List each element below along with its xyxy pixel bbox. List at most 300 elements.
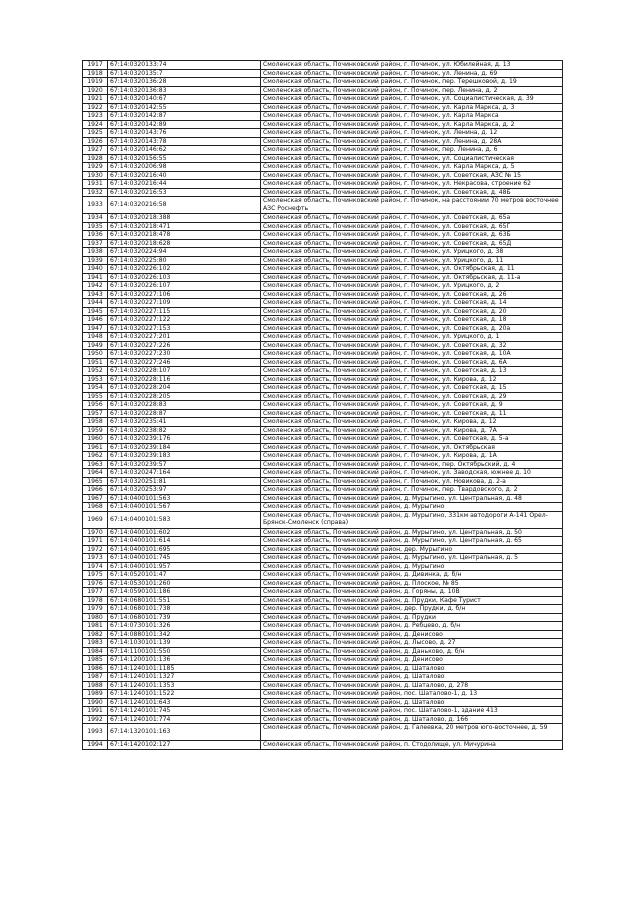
- row-number-cell: 1982: [83, 630, 108, 639]
- address-cell: Смоленская область, Починковский район, г. Починок, пер. Октябрьский, д. 4: [261, 460, 563, 469]
- cadastral-number-cell: 67:14:0680101:738: [108, 605, 261, 614]
- table-row: [83, 358, 563, 367]
- cadastral-number-cell: 67:14:0320239:183: [108, 452, 261, 461]
- cadastral-number-cell: 67:14:0320206:98: [108, 163, 261, 172]
- table-row: [83, 163, 563, 172]
- row-number-cell: 1951: [83, 358, 108, 367]
- cadastral-number-cell: 67:14:1240101:1522: [108, 690, 261, 699]
- table-row: [83, 443, 563, 452]
- address-cell: Смоленская область, Починковский район, г. Починок, ул. Ленина, д. 69: [261, 69, 563, 78]
- cadastral-number-cell: 67:14:0320216:40: [108, 171, 261, 180]
- cadastral-number-cell: 67:14:0320253:97: [108, 486, 261, 495]
- table-row: [83, 426, 563, 435]
- address-cell: Смоленская область, Починковский район, д. Шаталово: [261, 698, 563, 707]
- row-number-cell: 1947: [83, 324, 108, 333]
- address-cell: Смоленская область, Починковский район, д. Мурыгино, ул. Центральная, д. 48: [261, 494, 563, 503]
- cadastral-number-cell: 67:14:0400101:567: [108, 503, 261, 512]
- address-cell: Смоленская область, Починковский район, д. Мурыгино, ул. Центральная, д. 5: [261, 554, 563, 563]
- row-number-cell: 1926: [83, 137, 108, 146]
- row-number-cell: 1956: [83, 401, 108, 410]
- address-cell: Смоленская область, Починковский район, г. Починок, ул. Кирова, д. 12: [261, 375, 563, 384]
- address-cell: Смоленская область, Починковский район, г. Починок, пер. Ленина, д. 2: [261, 86, 563, 95]
- table-row: [83, 571, 563, 580]
- address-cell: Смоленская область, Починковский район, г. Починок, на расстоянии 70 метров восточнее АЗС Роснефть: [261, 197, 563, 214]
- row-number-cell: 1989: [83, 690, 108, 699]
- cadastral-number-cell: 67:14:0320218:388: [108, 214, 261, 223]
- table-row: [83, 180, 563, 189]
- address-cell: Смоленская область, Починковский район, д. Ребцево, д. б/н: [261, 622, 563, 631]
- address-cell: Смоленская область, Починковский район, пос. Шаталово-1, здание 413: [261, 707, 563, 716]
- row-number-cell: 1931: [83, 180, 108, 189]
- row-number-cell: 1975: [83, 571, 108, 580]
- table-row: [83, 316, 563, 325]
- table-row: [83, 503, 563, 512]
- row-number-cell: 1980: [83, 613, 108, 622]
- address-cell: Смоленская область, Починковский район, г. Починок, ул. Урицкого, д. 11: [261, 256, 563, 265]
- cadastral-number-cell: 67:14:0320228:205: [108, 392, 261, 401]
- row-number-cell: 1928: [83, 154, 108, 163]
- table-row: [83, 690, 563, 699]
- address-cell: Смоленская область, Починковский район, г. Починок, ул. Социалистическая, д. 39: [261, 95, 563, 104]
- register-body: [83, 61, 563, 750]
- table-row: [83, 95, 563, 104]
- table-row: [83, 188, 563, 197]
- table-row: [83, 112, 563, 121]
- address-cell: Смоленская область, Починковский район, д. Шаталово, д. 166: [261, 715, 563, 724]
- cadastral-number-cell: 67:14:0320225:80: [108, 256, 261, 265]
- cadastral-number-cell: 67:14:0530101:260: [108, 579, 261, 588]
- table-row: [83, 545, 563, 554]
- table-row: [83, 724, 563, 741]
- address-cell: Смоленская область, Починковский район, г. Починок, ул. Советская, д. 29: [261, 392, 563, 401]
- row-number-cell: 1987: [83, 673, 108, 682]
- table-row: [83, 222, 563, 231]
- table-row: [83, 528, 563, 537]
- table-row: [83, 69, 563, 78]
- row-number-cell: 1981: [83, 622, 108, 631]
- address-cell: Смоленская область, Починковский район, д. Прудки: [261, 613, 563, 622]
- row-number-cell: 1965: [83, 477, 108, 486]
- address-cell: Смоленская область, Починковский район, г. Починок, ул. Советская, д. 18: [261, 316, 563, 325]
- table-row: [83, 673, 563, 682]
- address-cell: Смоленская область, Починковский район, г. Починок, ул. Советская, д. 26: [261, 290, 563, 299]
- table-row: [83, 647, 563, 656]
- address-cell: Смоленская область, Починковский район, г. Починок, ул. Кирова, д. 12: [261, 418, 563, 427]
- table-row: [83, 197, 563, 214]
- cadastral-number-cell: 67:14:1240101:643: [108, 698, 261, 707]
- cadastral-number-cell: 67:14:1240101:1185: [108, 664, 261, 673]
- table-row: [83, 256, 563, 265]
- row-number-cell: 1941: [83, 273, 108, 282]
- row-number-cell: 1918: [83, 69, 108, 78]
- row-number-cell: 1973: [83, 554, 108, 563]
- cadastral-number-cell: 67:14:0730101:326: [108, 622, 261, 631]
- cadastral-number-cell: 67:14:0320226:107: [108, 282, 261, 291]
- table-row: [83, 460, 563, 469]
- row-number-cell: 1927: [83, 146, 108, 155]
- address-cell: Смоленская область, Починковский район, г. Починок, ул. Новикова, д. 2-а: [261, 477, 563, 486]
- row-number-cell: 1984: [83, 647, 108, 656]
- cadastral-number-cell: 67:14:0320216:53: [108, 188, 261, 197]
- cadastral-number-cell: 67:14:0320227:115: [108, 307, 261, 316]
- cadastral-number-cell: 67:14:0320133:74: [108, 61, 261, 70]
- address-cell: Смоленская область, Починковский район, г. Починок, ул. Советская, д. 20а: [261, 324, 563, 333]
- row-number-cell: 1922: [83, 103, 108, 112]
- row-number-cell: 1930: [83, 171, 108, 180]
- row-number-cell: 1921: [83, 95, 108, 104]
- row-number-cell: 1940: [83, 265, 108, 274]
- table-row: [83, 384, 563, 393]
- row-number-cell: 1943: [83, 290, 108, 299]
- address-cell: Смоленская область, Починковский район, г. Починок, пер. Ленина, д. 6: [261, 146, 563, 155]
- cadastral-number-cell: 67:14:0400101:614: [108, 537, 261, 546]
- row-number-cell: 1946: [83, 316, 108, 325]
- row-number-cell: 1957: [83, 409, 108, 418]
- table-row: [83, 265, 563, 274]
- table-row: [83, 554, 563, 563]
- address-cell: Смоленская область, Починковский район, д. Галеевка, 20 метров юго-восточнее, д. 59: [261, 724, 563, 741]
- address-cell: Смоленская область, Починковский район, пос. Шаталово-1, д. 13: [261, 690, 563, 699]
- table-row: [83, 477, 563, 486]
- cadastral-number-cell: 67:14:1030101:139: [108, 639, 261, 648]
- cadastral-number-cell: 67:14:0320218:478: [108, 231, 261, 240]
- cadastral-number-cell: 67:14:0320228:87: [108, 409, 261, 418]
- cadastral-number-cell: 67:14:0320142:55: [108, 103, 261, 112]
- table-row: [83, 231, 563, 240]
- table-row: [83, 452, 563, 461]
- address-cell: Смоленская область, Починковский район, г. Починок, ул. Заводская, южнее д. 10: [261, 469, 563, 478]
- address-cell: Смоленская область, Починковский район, г. Починок, ул. Кирова, д. 1А: [261, 452, 563, 461]
- address-cell: Смоленская область, Починковский район, г. Починок, ул. Советская, д. 5-а: [261, 435, 563, 444]
- property-register-table: [82, 60, 563, 750]
- table-row: [83, 656, 563, 665]
- table-row: [83, 299, 563, 308]
- cadastral-number-cell: 67:14:0320136:83: [108, 86, 261, 95]
- cadastral-number-cell: 67:14:0320228:204: [108, 384, 261, 393]
- row-number-cell: 1971: [83, 537, 108, 546]
- table-row: [83, 486, 563, 495]
- cadastral-number-cell: 67:14:0880101:342: [108, 630, 261, 639]
- cadastral-number-cell: 67:14:1240101:1327: [108, 673, 261, 682]
- table-row: [83, 341, 563, 350]
- row-number-cell: 1962: [83, 452, 108, 461]
- row-number-cell: 1985: [83, 656, 108, 665]
- row-number-cell: 1990: [83, 698, 108, 707]
- cadastral-number-cell: 67:14:0320136:28: [108, 78, 261, 87]
- row-number-cell: 1939: [83, 256, 108, 265]
- cadastral-number-cell: 67:14:1320101:163: [108, 724, 261, 741]
- cadastral-number-cell: 67:14:1200101:136: [108, 656, 261, 665]
- row-number-cell: 1986: [83, 664, 108, 673]
- address-cell: Смоленская область, Починковский район, д. Мурыгино, ул. Центральная, д. 50: [261, 528, 563, 537]
- row-number-cell: 1964: [83, 469, 108, 478]
- address-cell: Смоленская область, Починковский район, г. Починок, ул. Октябрьская: [261, 443, 563, 452]
- address-cell: Смоленская область, Починковский район, г. Починок, ул. Социалистическая: [261, 154, 563, 163]
- address-cell: Смоленская область, Починковский район, г. Починок, ул. Некрасова, строение 62: [261, 180, 563, 189]
- address-cell: Смоленская область, Починковский район, д. Денисово: [261, 630, 563, 639]
- row-number-cell: 1978: [83, 596, 108, 605]
- table-row: [83, 307, 563, 316]
- row-number-cell: 1979: [83, 605, 108, 614]
- row-number-cell: 1929: [83, 163, 108, 172]
- address-cell: Смоленская область, Починковский район, г. Починок, ул. Кирова, д. 7А: [261, 426, 563, 435]
- cadastral-number-cell: 67:14:1420102:127: [108, 741, 261, 750]
- cadastral-number-cell: 67:14:0400101:957: [108, 562, 261, 571]
- table-row: [83, 409, 563, 418]
- row-number-cell: 1960: [83, 435, 108, 444]
- address-cell: Смоленская область, Починковский район, г. Починок, ул. Советская, д. 15: [261, 384, 563, 393]
- cadastral-number-cell: 67:14:0320239:176: [108, 435, 261, 444]
- cadastral-number-cell: 67:14:0680101:551: [108, 596, 261, 605]
- row-number-cell: 1969: [83, 511, 108, 528]
- address-cell: Смоленская область, Починковский район, дер. Мурыгино: [261, 545, 563, 554]
- address-cell: Смоленская область, Починковский район, г. Починок, ул. Советская, д. 65Д: [261, 239, 563, 248]
- row-number-cell: 1993: [83, 724, 108, 741]
- cadastral-number-cell: 67:14:0400101:602: [108, 528, 261, 537]
- table-row: [83, 367, 563, 376]
- row-number-cell: 1938: [83, 248, 108, 257]
- cadastral-number-cell: 67:14:0320227:226: [108, 341, 261, 350]
- address-cell: Смоленская область, Починковский район, п. Стодолище, ул. Мичурина: [261, 741, 563, 750]
- table-row: [83, 622, 563, 631]
- cadastral-number-cell: 67:14:0320228:107: [108, 367, 261, 376]
- address-cell: Смоленская область, Починковский район, г. Починок, ул. Октябрьская, д. 11: [261, 265, 563, 274]
- row-number-cell: 1923: [83, 112, 108, 121]
- address-cell: Смоленская область, Починковский район, г. Починок, ул. Юбилейная, д. 13: [261, 61, 563, 70]
- table-row: [83, 248, 563, 257]
- address-cell: Смоленская область, Починковский район, д. Дивинка, д. б/н: [261, 571, 563, 580]
- table-row: [83, 146, 563, 155]
- address-cell: Смоленская область, Починковский район, г. Починок, ул. Октябрьская, д. 11-а: [261, 273, 563, 282]
- cadastral-number-cell: 67:14:0320227:153: [108, 324, 261, 333]
- table-row: [83, 324, 563, 333]
- cadastral-number-cell: 67:14:1240101:774: [108, 715, 261, 724]
- row-number-cell: 1925: [83, 129, 108, 138]
- address-cell: Смоленская область, Починковский район, д. Горяны, д. 10В: [261, 588, 563, 597]
- row-number-cell: 1992: [83, 715, 108, 724]
- row-number-cell: 1976: [83, 579, 108, 588]
- row-number-cell: 1963: [83, 460, 108, 469]
- address-cell: Смоленская область, Починковский район, г. Починок, ул. Карла Маркса, д. 3: [261, 103, 563, 112]
- address-cell: Смоленская область, Починковский район, г. Починок, ул. Ленина, д. 12: [261, 129, 563, 138]
- cadastral-number-cell: 67:14:1240101:745: [108, 707, 261, 716]
- cadastral-number-cell: 67:14:0320239:57: [108, 460, 261, 469]
- table-row: [83, 350, 563, 359]
- cadastral-number-cell: 67:14:0590101:186: [108, 588, 261, 597]
- row-number-cell: 1974: [83, 562, 108, 571]
- table-row: [83, 137, 563, 146]
- cadastral-number-cell: 67:14:0320227:246: [108, 358, 261, 367]
- row-number-cell: 1932: [83, 188, 108, 197]
- address-cell: Смоленская область, Починковский район, д. Мурыгино: [261, 503, 563, 512]
- row-number-cell: 1953: [83, 375, 108, 384]
- address-cell: Смоленская область, Починковский район, г. Починок, ул. Советская, д. 6А: [261, 358, 563, 367]
- row-number-cell: 1944: [83, 299, 108, 308]
- table-row: [83, 61, 563, 70]
- table-row: [83, 588, 563, 597]
- row-number-cell: 1983: [83, 639, 108, 648]
- address-cell: Смоленская область, Починковский район, г. Починок, пер. Твардовского, д. 2: [261, 486, 563, 495]
- document-page: [82, 60, 562, 750]
- table-row: [83, 239, 563, 248]
- cadastral-number-cell: 67:14:0320238:82: [108, 426, 261, 435]
- cadastral-number-cell: 67:14:0320218:628: [108, 239, 261, 248]
- table-row: [83, 418, 563, 427]
- table-row: [83, 741, 563, 750]
- row-number-cell: 1988: [83, 681, 108, 690]
- address-cell: Смоленская область, Починковский район, г. Починок, ул. Урицкого, д. 1: [261, 333, 563, 342]
- cadastral-number-cell: 67:14:0320228:83: [108, 401, 261, 410]
- row-number-cell: 1994: [83, 741, 108, 750]
- cadastral-number-cell: 67:14:1240101:1353: [108, 681, 261, 690]
- cadastral-number-cell: 67:14:0320216:44: [108, 180, 261, 189]
- row-number-cell: 1968: [83, 503, 108, 512]
- cadastral-number-cell: 67:14:0320226:103: [108, 273, 261, 282]
- address-cell: Смоленская область, Починковский район, д. Плоское, № 85: [261, 579, 563, 588]
- cadastral-number-cell: 67:14:0320235:41: [108, 418, 261, 427]
- address-cell: Смоленская область, Починковский район, д. Денисово: [261, 656, 563, 665]
- row-number-cell: 1942: [83, 282, 108, 291]
- table-row: [83, 639, 563, 648]
- table-row: [83, 103, 563, 112]
- address-cell: Смоленская область, Починковский район, г. Починок, ул. Советская, д. 48Б: [261, 188, 563, 197]
- row-number-cell: 1970: [83, 528, 108, 537]
- table-row: [83, 707, 563, 716]
- cadastral-number-cell: 67:14:0320227:106: [108, 290, 261, 299]
- table-row: [83, 630, 563, 639]
- address-cell: Смоленская область, Починковский район, д. Мурыгино: [261, 562, 563, 571]
- table-row: [83, 78, 563, 87]
- row-number-cell: 1961: [83, 443, 108, 452]
- cadastral-number-cell: 67:14:0320226:102: [108, 265, 261, 274]
- cadastral-number-cell: 67:14:0320228:116: [108, 375, 261, 384]
- row-number-cell: 1933: [83, 197, 108, 214]
- address-cell: Смоленская область, Починковский район, г. Починок, ул. Советская, д. 65Г: [261, 222, 563, 231]
- row-number-cell: 1955: [83, 392, 108, 401]
- address-cell: Смоленская область, Починковский район, дер. Прудки, д. б/н: [261, 605, 563, 614]
- cadastral-number-cell: 67:14:0320247:164: [108, 469, 261, 478]
- cadastral-number-cell: 67:14:1100101:550: [108, 647, 261, 656]
- row-number-cell: 1967: [83, 494, 108, 503]
- row-number-cell: 1917: [83, 61, 108, 70]
- table-row: [83, 605, 563, 614]
- address-cell: Смоленская область, Починковский район, г. Починок, ул. Советская, д. 20: [261, 307, 563, 316]
- address-cell: Смоленская область, Починковский район, г. Починок, ул. Карла Маркса, д. 2: [261, 120, 563, 129]
- cadastral-number-cell: 67:14:0320140:67: [108, 95, 261, 104]
- table-row: [83, 333, 563, 342]
- table-row: [83, 273, 563, 282]
- table-row: [83, 562, 563, 571]
- row-number-cell: 1919: [83, 78, 108, 87]
- cadastral-number-cell: 67:14:0320251:81: [108, 477, 261, 486]
- address-cell: Смоленская область, Починковский район, д. Шаталово, д. 278: [261, 681, 563, 690]
- cadastral-number-cell: 67:14:0680101:739: [108, 613, 261, 622]
- cadastral-number-cell: 67:14:0320143:78: [108, 137, 261, 146]
- table-row: [83, 469, 563, 478]
- address-cell: Смоленская область, Починковский район, г. Починок, ул. Советская, д. 13: [261, 367, 563, 376]
- address-cell: Смоленская область, Починковский район, г. Починок, ул. Советская, АЗС № 15: [261, 171, 563, 180]
- table-row: [83, 613, 563, 622]
- address-cell: Смоленская область, Починковский район, д. Шаталово: [261, 664, 563, 673]
- address-cell: Смоленская область, Починковский район, г. Починок, ул. Советская, д. 32: [261, 341, 563, 350]
- address-cell: Смоленская область, Починковский район, д. Мурыгино, ул. Центральная, д. 65: [261, 537, 563, 546]
- row-number-cell: 1954: [83, 384, 108, 393]
- row-number-cell: 1935: [83, 222, 108, 231]
- table-row: [83, 214, 563, 223]
- table-row: [83, 401, 563, 410]
- address-cell: Смоленская область, Починковский район, д. Шаталово: [261, 673, 563, 682]
- row-number-cell: 1972: [83, 545, 108, 554]
- table-row: [83, 282, 563, 291]
- table-row: [83, 494, 563, 503]
- table-row: [83, 129, 563, 138]
- cadastral-number-cell: 67:14:0320135:7: [108, 69, 261, 78]
- address-cell: Смоленская область, Починковский район, г. Починок, ул. Советская, д. 9: [261, 401, 563, 410]
- table-row: [83, 596, 563, 605]
- table-row: [83, 698, 563, 707]
- cadastral-number-cell: 67:14:0320143:76: [108, 129, 261, 138]
- table-row: [83, 435, 563, 444]
- address-cell: Смоленская область, Починковский район, г. Починок, ул. Карла Маркса, д. 5: [261, 163, 563, 172]
- row-number-cell: 1920: [83, 86, 108, 95]
- address-cell: Смоленская область, Починковский район, г. Починок, ул. Ленина, д. 28А: [261, 137, 563, 146]
- row-number-cell: 1991: [83, 707, 108, 716]
- address-cell: Смоленская область, Починковский район, д. Лысово, д. 27: [261, 639, 563, 648]
- cadastral-number-cell: 67:14:0320156:55: [108, 154, 261, 163]
- address-cell: Смоленская область, Починковский район, д. Даньково, д. б/н: [261, 647, 563, 656]
- row-number-cell: 1945: [83, 307, 108, 316]
- cadastral-number-cell: 67:14:0320227:230: [108, 350, 261, 359]
- cadastral-number-cell: 67:14:0520101:47: [108, 571, 261, 580]
- row-number-cell: 1924: [83, 120, 108, 129]
- cadastral-number-cell: 67:14:0320227:109: [108, 299, 261, 308]
- row-number-cell: 1952: [83, 367, 108, 376]
- address-cell: Смоленская область, Починковский район, г. Починок, пер. Терешковой, д. 19: [261, 78, 563, 87]
- address-cell: Смоленская область, Починковский район, г. Починок, ул. Советская, д. 10А: [261, 350, 563, 359]
- cadastral-number-cell: 67:14:0400101:695: [108, 545, 261, 554]
- cadastral-number-cell: 67:14:0320146:62: [108, 146, 261, 155]
- cadastral-number-cell: 67:14:0320142:89: [108, 120, 261, 129]
- table-row: [83, 511, 563, 528]
- row-number-cell: 1936: [83, 231, 108, 240]
- table-row: [83, 290, 563, 299]
- table-row: [83, 392, 563, 401]
- table-row: [83, 171, 563, 180]
- table-row: [83, 537, 563, 546]
- row-number-cell: 1958: [83, 418, 108, 427]
- address-cell: Смоленская область, Починковский район, г. Починок, ул. Советская, д. 11: [261, 409, 563, 418]
- row-number-cell: 1949: [83, 341, 108, 350]
- address-cell: Смоленская область, Починковский район, г. Починок, ул. Советская, д. 65а: [261, 214, 563, 223]
- cadastral-number-cell: 67:14:0320218:471: [108, 222, 261, 231]
- address-cell: Смоленская область, Починковский район, г. Починок, ул. Советская, д. 63Б: [261, 231, 563, 240]
- table-row: [83, 86, 563, 95]
- address-cell: Смоленская область, Починковский район, д. Прудки, Кафе Турист: [261, 596, 563, 605]
- cadastral-number-cell: 67:14:0320216:58: [108, 197, 261, 214]
- address-cell: Смоленская область, Починковский район, г. Починок, ул. Урицкого, д. 38: [261, 248, 563, 257]
- address-cell: Смоленская область, Починковский район, г. Починок, ул. Карла Маркса: [261, 112, 563, 121]
- row-number-cell: 1948: [83, 333, 108, 342]
- cadastral-number-cell: 67:14:0320239:184: [108, 443, 261, 452]
- cadastral-number-cell: 67:14:0320224:94: [108, 248, 261, 257]
- table-row: [83, 579, 563, 588]
- row-number-cell: 1977: [83, 588, 108, 597]
- row-number-cell: 1966: [83, 486, 108, 495]
- cadastral-number-cell: 67:14:0400101:563: [108, 494, 261, 503]
- row-number-cell: 1934: [83, 214, 108, 223]
- row-number-cell: 1959: [83, 426, 108, 435]
- table-row: [83, 664, 563, 673]
